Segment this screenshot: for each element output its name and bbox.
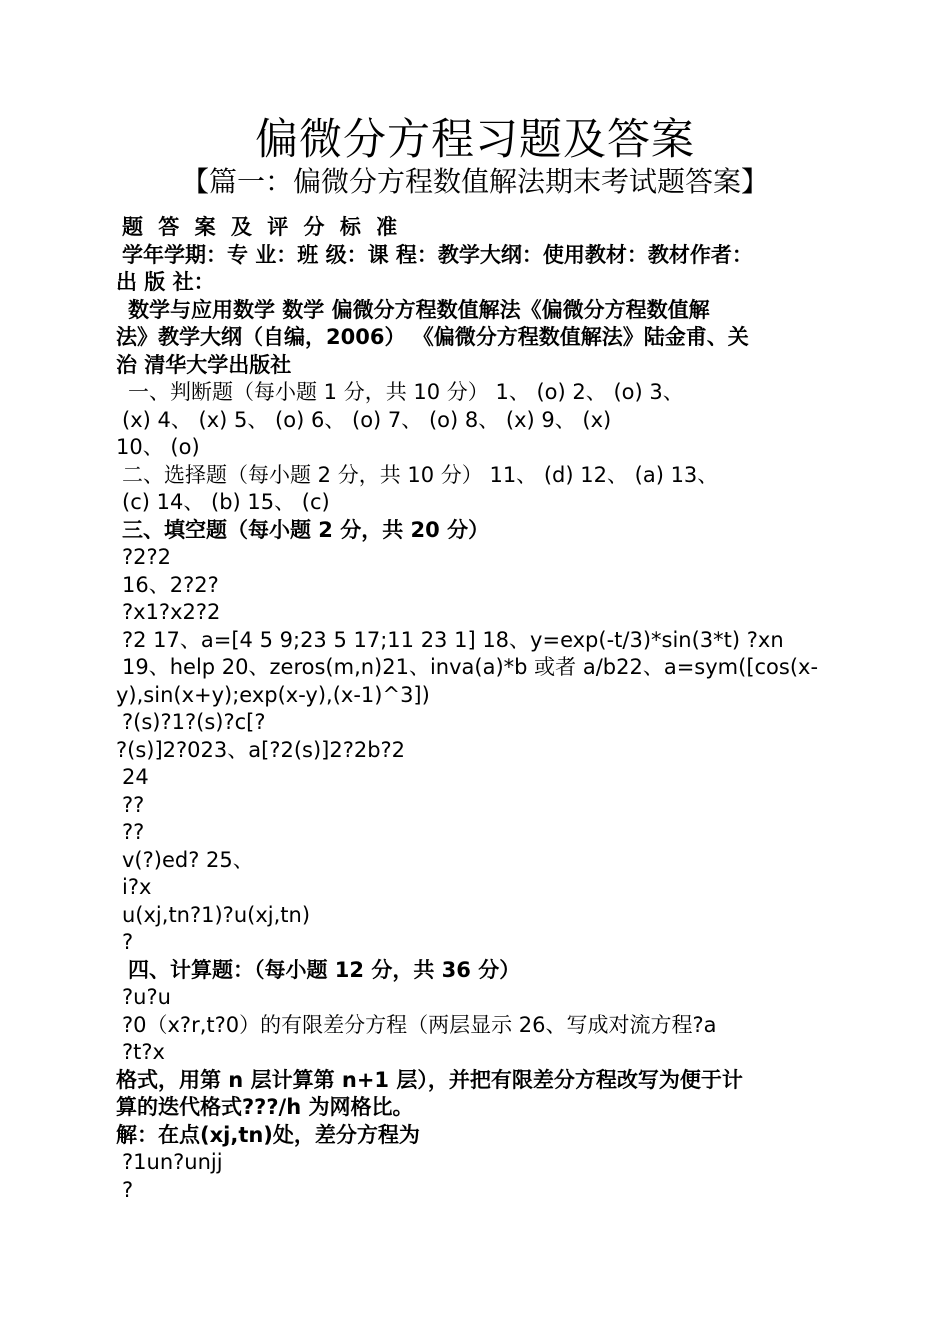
text-line: 格式，用第 n 层计算第 n+1 层），并把有限差分方程改写为便于计: [116, 1067, 743, 1092]
text-line: ?x1?x2?2: [122, 600, 221, 624]
section-judgement-line: (x) 4、 (x) 5、 (o) 6、 (o) 7、 (o) 8、 (x) 9、 (x): [122, 407, 612, 432]
text-line: ?: [122, 930, 134, 954]
text-line: u(xj,tn?1)?u(xj,tn): [122, 902, 311, 927]
section-choice-line: 二、选择题（每小题 2 分，共 10 分） 11、 (d) 12、 (a) 13、: [122, 462, 719, 487]
text-line: i?x: [122, 875, 152, 899]
text-line: 16、2?2?: [122, 572, 219, 597]
text-line: ?: [122, 1177, 134, 1202]
text-line: ??: [122, 820, 145, 844]
text-line: ?(s)]2?023、a[?2(s)]2?2b?2: [116, 737, 406, 762]
section-calc-heading: 四、计算题：（每小题 12 分，共 36 分）: [128, 957, 521, 982]
section-judgement-line: 一、判断题（每小题 1 分，共 10 分） 1、 (o) 2、 (o) 3、: [128, 380, 684, 404]
text-line: ?t?x: [122, 1040, 165, 1064]
text-line: ?2?2: [122, 545, 172, 569]
section-judgement-line: 10、 (o): [116, 435, 200, 459]
text-line: 算的迭代格式???/h 为网格比。: [116, 1095, 414, 1119]
text-line: ?2 17、a=[4 5 9;23 5 17;11 23 1] 18、y=exp(-t/3)*sin(3*t) ?xn: [122, 627, 784, 652]
text-line: ?(s)?1?(s)?c[?: [122, 710, 266, 734]
document-subtitle: 【篇一：偏微分方程数值解法期末考试题答案】: [180, 165, 769, 198]
course-info-line: 法》教学大纲（自编，2006） 《偏微分方程数值解法》陆金甫、关: [116, 325, 749, 349]
text-line: 19、help 20、zeros(m,n)21、inva(a)*b 或者 a/b22、a=sym([cos(x-: [122, 655, 819, 679]
text-line: y),sin(x+y);exp(x-y),(x-1)^3]): [116, 682, 430, 707]
text-line: ??: [122, 792, 145, 817]
document-body: [116, 214, 838, 1204]
text-line: 24: [122, 765, 149, 789]
course-info-line: 治 清华大学出版社: [116, 352, 292, 377]
section-fill-heading: 三、填空题（每小题 2 分，共 20 分）: [122, 517, 490, 542]
text-line: ?1un?unjj: [122, 1150, 223, 1174]
course-info-line: 出 版 社：: [116, 270, 215, 294]
document-title: 偏微分方程习题及答案: [255, 115, 695, 165]
text-line: ?0（x?r,t?0）的有限差分方程（两层显示 26、写成对流方程?a: [122, 1012, 717, 1037]
answer-heading: 题 答 案 及 评 分 标 准: [122, 215, 402, 239]
course-info-line: 数学与应用数学 数学 偏微分方程数值解法《偏微分方程数值解: [128, 297, 710, 322]
text-line: ?u?u: [122, 985, 171, 1009]
course-info-line: 学年学期：专 业：班 级：课 程：教学大纲：使用教材：教材作者：: [122, 242, 753, 267]
text-line: v(?)ed? 25、: [122, 847, 254, 872]
solution-line: 解：在点(xj,tn)处，差分方程为: [116, 1122, 420, 1147]
section-choice-line: (c) 14、 (b) 15、 (c): [122, 490, 330, 514]
